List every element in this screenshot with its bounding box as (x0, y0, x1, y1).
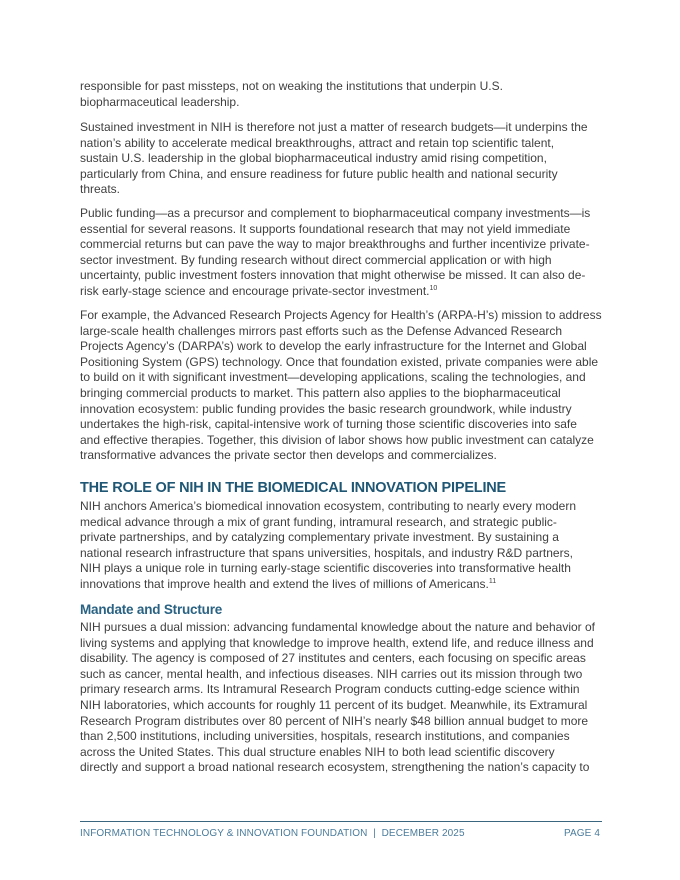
line-text: NIH pursues a dual mission: advancing fundamental knowledge about the nature and behavior of (80, 620, 595, 634)
line-text: essential for several reasons. It supports foundational research that may not yield immediate (80, 221, 571, 236)
text-line (80, 136, 605, 152)
text-line (80, 729, 605, 745)
line-text: private partnerships, and by catalyzing complementary private investment. By sustaining a (80, 530, 559, 545)
line-text: NIH laboratories, which accounts for roughly 11 percent of its budget. Meanwhile, its Extramural (80, 697, 588, 712)
line-text: risk early-stage science and encourage private-sector investment. (80, 283, 430, 298)
text-line (80, 120, 605, 136)
text-line (80, 79, 605, 95)
text-line (80, 433, 605, 449)
text-line (80, 698, 605, 714)
page-footer (80, 828, 600, 839)
text-line (80, 561, 605, 577)
line-text: uncertainty, public investment fosters innovation that might otherwise be missed. It can also de- (80, 268, 586, 283)
text-line (80, 636, 605, 652)
paragraph-1 (80, 79, 605, 110)
text-line (80, 651, 605, 667)
text-line (80, 745, 605, 761)
text-line (80, 339, 605, 355)
text-line (80, 182, 605, 198)
line-text: sustain U.S. leadership in the global biopharmaceutical industry amid rising competition, (80, 151, 547, 166)
text-line (80, 682, 605, 698)
line-text: Positioning System (GPS) technology. Once that foundation existed, private companies were able (80, 354, 599, 369)
text-line (80, 448, 605, 464)
line-text: directly and support a broad national research ecosystem, strengthening the nation’s capacity to (80, 760, 590, 775)
line-text: and effective therapies. Together, this division of labor shows how public investment can catalyze (80, 432, 594, 447)
text-line (80, 370, 605, 386)
line-text: Sustained investment in NIH is therefore not just a matter of research budgets—it underpins the (80, 120, 588, 134)
page-number: PAGE 4 (564, 828, 600, 839)
line-text: bringing commercial products to market. This pattern also applies to the biopharmaceutical (80, 385, 561, 400)
footer-publisher-date: INFORMATION TECHNOLOGY & INNOVATION FOUNDATION | DECEMBER 2025 (80, 828, 465, 839)
line-text: For example, the Advanced Research Projects Agency for Health’s (ARPA-H’s) mission to address (80, 308, 602, 322)
line-text: large-scale health challenges mirrors past efforts such as the Defense Advanced Research (80, 323, 563, 338)
text-line (80, 167, 605, 183)
line-text: commercial returns but can pave the way to major breakthroughs and further incentivize private- (80, 237, 590, 252)
text-line (80, 620, 605, 636)
text-line (80, 206, 605, 222)
line-text: threats. (80, 182, 121, 197)
text-line (80, 222, 605, 238)
text-line (80, 355, 605, 371)
line-text: living systems and applying that knowledge to improve health, extend life, and reduce illness and (80, 635, 594, 650)
paragraph-2 (80, 120, 605, 198)
text-line (80, 417, 605, 433)
line-text: Public funding—as a precursor and complement to biopharmaceutical company investments—is (80, 206, 591, 220)
text-line (80, 268, 605, 284)
line-text: biopharmaceutical leadership. (80, 94, 240, 109)
line-text: nation’s ability to accelerate medical breakthroughs, attract and retain top scientific talent, (80, 135, 555, 150)
line-text: Research Program distributes over 80 percent of NIH’s nearly $48 billion annual budget to more (80, 713, 589, 728)
line-text: such as cancer, mental health, and infectious diseases. NIH carries out its mission through two (80, 666, 583, 681)
paragraph-3 (80, 206, 605, 300)
text-line (80, 530, 605, 546)
text-line (80, 402, 605, 418)
text-line (80, 253, 605, 269)
text-line (80, 308, 605, 324)
text-line (80, 760, 605, 776)
line-text: sector investment. By funding research without direct commercial application or with high (80, 252, 552, 267)
line-text: NIH plays a unique role in turning early-stage scientific discoveries into transformative health (80, 561, 571, 576)
text-line (80, 386, 605, 402)
text-line (80, 151, 605, 167)
footnote-reference[interactable]: 11 (488, 577, 497, 585)
line-text: NIH anchors America’s biomedical innovation ecosystem, contributing to nearly every modern (80, 499, 577, 513)
text-line (80, 577, 605, 593)
line-text: national research infrastructure that spans universities, hospitals, and industry R&D partners, (80, 545, 573, 560)
line-text: particularly from China, and ensure readiness for future public health and national security (80, 166, 558, 181)
line-text: Projects Agency’s (DARPA’s) work to develop the early infrastructure for the Internet and Global (80, 339, 587, 354)
text-line (80, 515, 605, 531)
footer-divider (80, 821, 602, 822)
line-text: transformative advances the private sector then develops and commercializes. (80, 448, 497, 463)
line-text: innovations that improve health and extend the lives of millions of Americans. (80, 576, 489, 591)
line-text: disability. The agency is composed of 27 institutes and centers, each focusing on specific areas (80, 651, 586, 666)
line-text: across the United States. This dual structure enables NIH to both lead scientific discovery (80, 744, 555, 759)
paragraph-5 (80, 499, 605, 593)
line-text: primary research arms. Its Intramural Research Program conducts cutting-edge science within (80, 682, 580, 697)
text-line (80, 546, 605, 562)
text-line (80, 714, 605, 730)
text-line (80, 499, 605, 515)
text-line (80, 284, 605, 300)
line-text: medical advance through a mix of grant funding, intramural research, and strategic public- (80, 514, 557, 529)
subsection-heading: Mandate and Structure (80, 602, 223, 617)
line-text: than 2,500 institutions, including universities, hospitals, research institutions, and companies (80, 729, 570, 744)
line-text: to build on it with significant investment—developing applications, scaling the technologies, and (80, 370, 586, 385)
text-line (80, 237, 605, 253)
text-line (80, 95, 605, 111)
text-line (80, 324, 605, 340)
footnote-reference[interactable]: 10 (429, 284, 438, 292)
line-text: undertakes the high-risk, capital-intensive work of turning those scientific discoveries into safe (80, 417, 577, 432)
section-heading: THE ROLE OF NIH IN THE BIOMEDICAL INNOVATION PIPELINE (80, 480, 507, 496)
text-line (80, 667, 605, 683)
line-text: responsible for past missteps, not on weaking the institutions that underpin U.S. (80, 79, 503, 93)
paragraph-4 (80, 308, 605, 464)
paragraph-6 (80, 620, 605, 776)
line-text: innovation ecosystem: public funding provides the basic research groundwork, while industry (80, 401, 572, 416)
